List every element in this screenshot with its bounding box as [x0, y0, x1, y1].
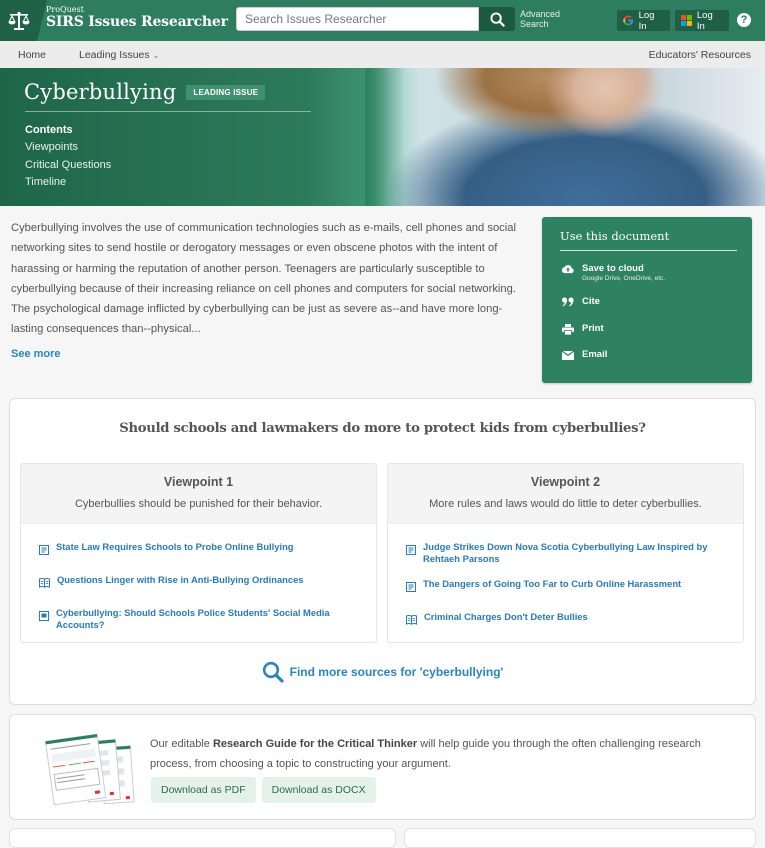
brand-logo[interactable]	[46, 5, 228, 30]
bottom-card-left	[9, 828, 396, 848]
help-icon[interactable]: ?	[737, 13, 751, 27]
viewpoint-2-column	[387, 463, 744, 643]
book-icon	[39, 575, 50, 593]
search-form	[236, 7, 515, 31]
leading-issue-badge: LEADING ISSUE	[186, 85, 265, 100]
hero-photo	[365, 68, 765, 206]
viewpoint-1-header	[21, 464, 376, 524]
viewpoints-card	[9, 398, 756, 705]
list-item[interactable]	[406, 611, 729, 630]
list-item[interactable]	[406, 541, 729, 564]
quote-icon	[562, 296, 574, 308]
advanced-search-line1: Advanced	[520, 9, 561, 19]
save-to-cloud-label: Save to cloud	[582, 263, 644, 274]
link-title: Judge Strikes Down Nova Scotia Cyberbullying Law Inspired by Rehtaeh Parsons	[423, 541, 708, 564]
list-item[interactable]	[406, 578, 729, 597]
research-guide-description	[150, 734, 710, 775]
use-document-panel	[542, 217, 752, 383]
research-guide-title: Research Guide for the Critical Thinker	[212, 738, 418, 750]
book-icon	[406, 612, 417, 630]
chevron-down-icon: ⌄	[152, 51, 160, 60]
contents-link-viewpoints[interactable]: Viewpoints	[25, 141, 78, 154]
print-button[interactable]	[562, 323, 604, 335]
contents-nav	[25, 122, 111, 191]
viewpoint-2-summary: More rules and laws would do little to deter cyberbullies.	[429, 498, 702, 510]
email-icon	[562, 349, 574, 361]
use-document-title: Use this document	[560, 229, 670, 243]
cloud-upload-icon	[562, 263, 574, 275]
link-title: Questions Linger with Rise in Anti-Bullying Ordinances	[57, 574, 304, 585]
email-button[interactable]	[562, 349, 607, 361]
save-to-cloud-sub: Google Drive, OneDrive, etc.	[582, 275, 666, 282]
top-bar	[0, 0, 765, 41]
cite-button[interactable]	[562, 296, 600, 308]
article-icon	[406, 542, 416, 564]
brand-name: SIRS Issues Researcher	[46, 14, 228, 30]
nav-leading-issues[interactable]	[79, 49, 159, 61]
see-more-link[interactable]: See more	[11, 348, 61, 360]
list-item[interactable]	[39, 574, 362, 593]
microsoft-login-button[interactable]	[675, 10, 729, 31]
contents-link-critical-questions[interactable]: Critical Questions	[25, 158, 112, 171]
search-icon	[262, 661, 284, 683]
link-title: The Dangers of Going Too Far to Curb Online Harassment	[423, 578, 682, 589]
magazine-icon	[39, 608, 49, 630]
research-guide-downloads	[151, 777, 376, 803]
download-docx-button[interactable]: Download as DOCX	[262, 777, 376, 803]
google-icon	[623, 15, 634, 26]
save-to-cloud-button[interactable]	[562, 263, 665, 283]
google-login-label: Log In	[638, 9, 655, 32]
viewpoint-1-links	[21, 524, 376, 630]
research-guide-thumbnail	[44, 727, 136, 809]
nav-home[interactable]: Home	[18, 49, 47, 61]
page-title: Cyberbullying	[24, 80, 177, 104]
find-more-sources-link[interactable]	[10, 661, 755, 683]
nav-leading-issues-label: Leading Issues	[79, 49, 150, 61]
use-document-divider	[560, 250, 737, 251]
search-input[interactable]	[236, 7, 479, 31]
research-guide-card	[9, 714, 756, 820]
advanced-search-link[interactable]	[520, 9, 560, 29]
microsoft-login-label: Log In	[696, 9, 713, 32]
bottom-card-right	[404, 828, 756, 848]
contents-link-timeline[interactable]: Timeline	[25, 175, 67, 188]
advanced-search-line2: Search	[520, 19, 549, 29]
brand-sup: ProQuest	[46, 5, 84, 14]
article-icon	[406, 579, 416, 597]
viewpoint-1-column	[20, 463, 377, 643]
find-more-label: Find more sources for 'cyberbullying'	[289, 665, 504, 679]
research-guide-text-after: will help guide you through the often challenging research process, from choosing a topic to constructing your argument.	[150, 738, 701, 771]
nav-educators-resources[interactable]: Educators' Resources	[648, 49, 751, 61]
hero-banner	[0, 68, 765, 206]
cite-label: Cite	[582, 296, 600, 307]
viewpoint-1-heading: Viewpoint 1	[163, 475, 234, 489]
hero-title-row	[24, 80, 265, 104]
link-title: Cyberbullying: Should Schools Police Students' Social Media Accounts?	[56, 607, 330, 630]
viewpoint-2-header	[388, 464, 743, 524]
link-title: State Law Requires Schools to Probe Online Bullying	[56, 541, 294, 552]
viewpoint-2-links	[388, 524, 743, 630]
link-title: Criminal Charges Don't Deter Bullies	[424, 611, 588, 622]
article-icon	[39, 542, 49, 560]
viewpoint-2-heading: Viewpoint 2	[530, 475, 601, 489]
download-pdf-button[interactable]: Download as PDF	[151, 777, 256, 803]
contents-heading: Contents	[25, 124, 73, 136]
list-item[interactable]	[39, 607, 362, 630]
email-label: Email	[582, 349, 608, 360]
search-button[interactable]	[479, 7, 515, 31]
intro-text: Cyberbullying involves the use of communication technologies such as e-mails, cell phones and social networking sites to send hostile or derogatory messages or even obscene photos with the intent of harassing or harming the reputation of another person. Teenagers are particularly susceptible to cyberbullying because of their increasing reliance on cell phones and computers for social networking. The psychological damage inflicted by cyberbullying can be just as severe as--and have more long-lasting consequences than--physical...	[11, 222, 516, 336]
print-icon	[562, 323, 574, 335]
scales-logo-icon[interactable]	[0, 0, 37, 41]
list-item[interactable]	[39, 541, 362, 560]
viewpoints-question: Should schools and lawmakers do more to protect kids from cyberbullies?	[119, 421, 646, 436]
research-guide-text-before: Our editable	[150, 738, 213, 750]
viewpoint-1-summary: Cyberbullies should be punished for their behavior.	[74, 498, 323, 510]
print-label: Print	[582, 323, 604, 334]
google-login-button[interactable]	[617, 10, 670, 31]
microsoft-icon	[681, 15, 692, 26]
hero-divider	[25, 111, 311, 112]
nav-bar	[0, 41, 765, 68]
search-icon	[490, 12, 505, 27]
